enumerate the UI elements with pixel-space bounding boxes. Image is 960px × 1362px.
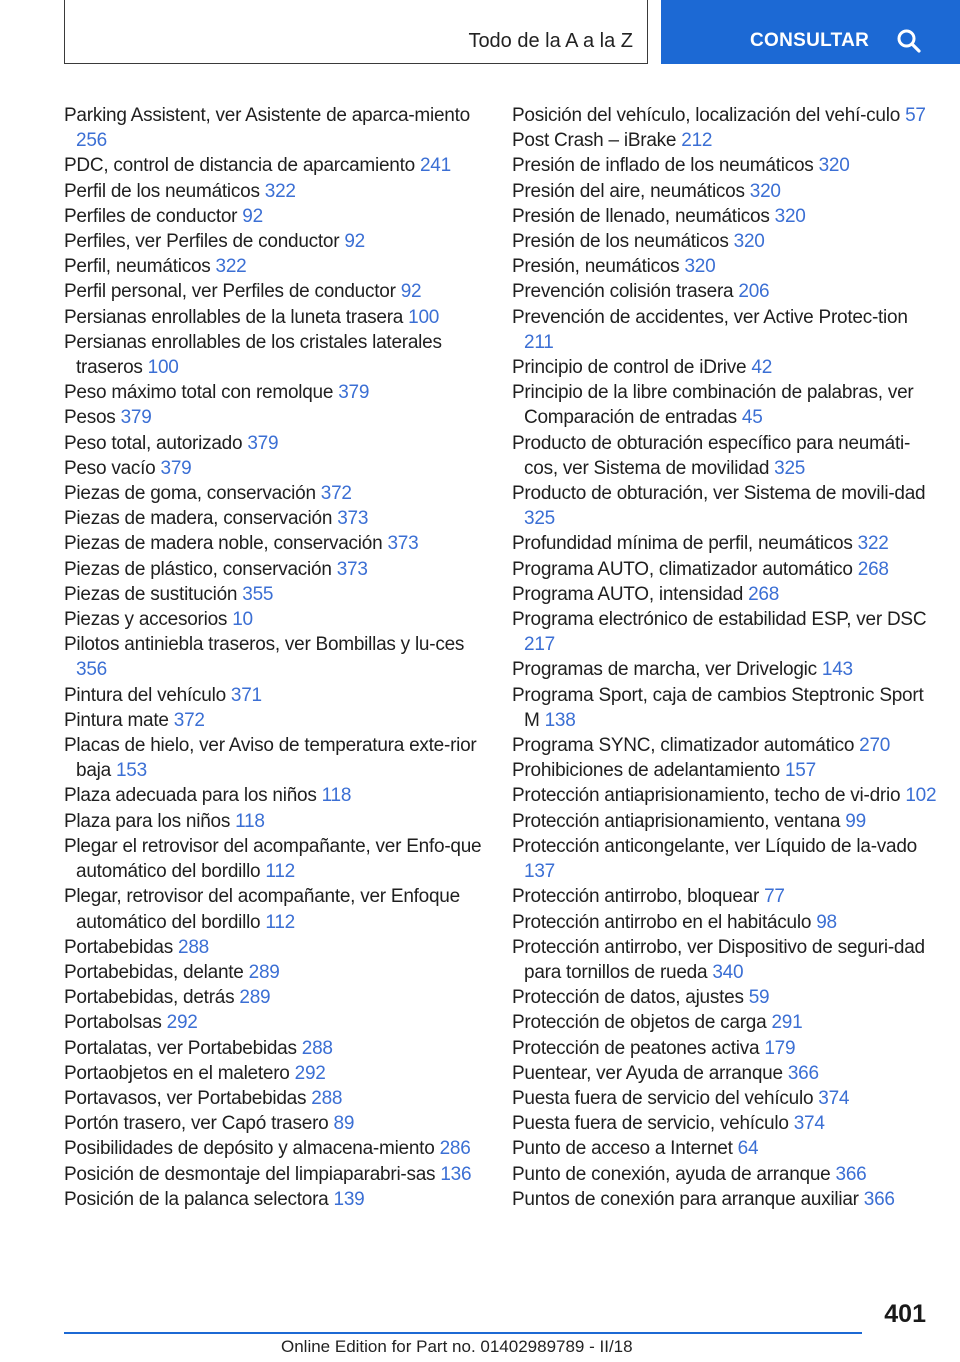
index-entry bbox=[64, 1111, 484, 1136]
index-entry bbox=[512, 1086, 942, 1111]
entry-page-link[interactable]: 288 bbox=[311, 1087, 343, 1109]
index-entry bbox=[512, 733, 942, 758]
index-entry bbox=[512, 254, 942, 279]
entry-page-link[interactable]: 372 bbox=[173, 709, 205, 731]
entry-page-link[interactable]: 292 bbox=[294, 1062, 326, 1084]
entry-page-link[interactable]: 57 bbox=[905, 105, 926, 126]
index-entry bbox=[64, 809, 484, 834]
index-entry bbox=[64, 179, 484, 204]
entry-page-link[interactable]: 320 bbox=[774, 205, 806, 227]
entry-term: Perfiles de conductor bbox=[64, 205, 238, 227]
entry-term: Producto de obturación específico para neumáti-cos, ver Sistema de movilidad bbox=[512, 432, 911, 479]
entry-page-link[interactable]: 10 bbox=[232, 609, 253, 631]
entry-term: Perfil de los neumáticos bbox=[64, 180, 260, 202]
entry-term: Piezas de sustitución bbox=[64, 583, 238, 605]
entry-page-link[interactable]: 320 bbox=[733, 231, 765, 253]
entry-term: Portavasos, ver Portabebidas bbox=[64, 1087, 307, 1109]
index-entry bbox=[64, 431, 484, 456]
edition-footer: Online Edition for Part no. 01402989789 - II/18 bbox=[281, 1337, 633, 1356]
index-entry bbox=[512, 153, 942, 178]
index-entry bbox=[512, 481, 942, 531]
entry-page-link[interactable]: 373 bbox=[336, 558, 368, 580]
index-entry bbox=[64, 733, 484, 783]
index-entry bbox=[64, 783, 484, 808]
entry-page-link[interactable]: 379 bbox=[338, 382, 370, 404]
index-entry bbox=[512, 128, 942, 153]
entry-term: Posición de desmontaje del limpiaparabri-sas bbox=[64, 1163, 436, 1185]
entry-page-link[interactable]: 355 bbox=[242, 583, 274, 605]
entry-page-link[interactable]: 136 bbox=[440, 1163, 472, 1185]
entry-term: Profundidad mínima de perfil, neumáticos bbox=[512, 533, 853, 555]
entry-page-link[interactable]: 241 bbox=[419, 155, 451, 177]
index-entry bbox=[512, 607, 942, 657]
entry-page-link[interactable]: 206 bbox=[738, 281, 770, 303]
entry-term: Protección antiaprisionamiento, techo de vi-drio bbox=[512, 785, 901, 807]
entry-page-link[interactable]: 45 bbox=[741, 407, 763, 429]
index-entry bbox=[512, 179, 942, 204]
entry-term: Peso total, autorizado bbox=[64, 432, 243, 454]
index-entry bbox=[512, 834, 942, 884]
entry-page-link[interactable]: 137 bbox=[524, 861, 555, 883]
entry-term: Presión de los neumáticos bbox=[512, 231, 729, 253]
index-entry bbox=[64, 380, 484, 405]
entry-page-link[interactable]: 379 bbox=[160, 457, 192, 479]
entry-term: PDC, control de distancia de aparcamiento bbox=[64, 155, 415, 177]
index-entry bbox=[64, 330, 484, 380]
entry-page-link[interactable]: 379 bbox=[120, 407, 152, 429]
index-entry bbox=[64, 1010, 484, 1035]
index-entry bbox=[512, 1111, 942, 1136]
entry-term: Programa AUTO, climatizador automático bbox=[512, 558, 853, 580]
entry-term: Presión del aire, neumáticos bbox=[512, 180, 745, 202]
entry-page-link[interactable]: 379 bbox=[247, 432, 279, 454]
index-entry bbox=[64, 305, 484, 330]
index-entry bbox=[64, 153, 484, 178]
entry-page-link[interactable]: 289 bbox=[248, 961, 280, 983]
entry-page-link[interactable]: 289 bbox=[239, 987, 271, 1009]
entry-term: Perfil, neumáticos bbox=[64, 256, 211, 278]
index-entry bbox=[64, 456, 484, 481]
entry-term: Puesta fuera de servicio del vehículo bbox=[512, 1087, 814, 1109]
entry-term: Plaza para los niños bbox=[64, 810, 231, 832]
entry-page-link[interactable]: 139 bbox=[333, 1188, 365, 1210]
entry-term: Piezas y accesorios bbox=[64, 609, 228, 631]
index-entry bbox=[64, 708, 484, 733]
index-entry bbox=[64, 834, 484, 884]
entry-term: Posición del vehículo, localización del vehí-culo bbox=[512, 105, 901, 126]
entry-term: Protección antirrobo, ver Dispositivo de seguri-dad para tornillos de rueda bbox=[512, 936, 925, 983]
entry-page-link[interactable]: 77 bbox=[764, 886, 785, 908]
entry-term: Portabebidas, delante bbox=[64, 961, 244, 983]
entry-page-link[interactable]: 98 bbox=[816, 911, 837, 933]
entry-term: Punto de acceso a Internet bbox=[512, 1138, 733, 1160]
index-entry bbox=[64, 683, 484, 708]
entry-term: Pilotos antiniebla traseros, ver Bombillas y lu-ces bbox=[64, 634, 465, 656]
index-entry bbox=[512, 1036, 942, 1061]
entry-term: Portalatas, ver Portabebidas bbox=[64, 1037, 297, 1059]
index-entry bbox=[64, 607, 484, 632]
index-entry bbox=[512, 582, 942, 607]
index-entry bbox=[512, 683, 942, 733]
entry-term: Portón trasero, ver Capó trasero bbox=[64, 1113, 329, 1135]
entry-term: Prohibiciones de adelantamiento bbox=[512, 760, 780, 782]
entry-page-link[interactable]: 59 bbox=[748, 987, 770, 1009]
entry-page-link[interactable]: 286 bbox=[439, 1138, 471, 1160]
entry-term: Piezas de madera noble, conservación bbox=[64, 533, 383, 555]
entry-term: Puesta fuera de servicio, vehículo bbox=[512, 1113, 789, 1135]
entry-term: Protección de objetos de carga bbox=[512, 1012, 767, 1034]
entry-term: Protección antirrobo en el habitáculo bbox=[512, 911, 812, 933]
entry-page-link[interactable]: 372 bbox=[320, 483, 352, 505]
entry-term: Plegar el retrovisor del acompañante, ver Enfo-que automático del bordillo bbox=[64, 835, 482, 883]
index-column-right bbox=[512, 103, 942, 1212]
consult-button-label: CONSULTAR bbox=[750, 30, 870, 51]
entry-term: Programa AUTO, intensidad bbox=[512, 583, 744, 605]
entry-term: Portabebidas, detrás bbox=[64, 987, 235, 1009]
entry-page-link[interactable]: 292 bbox=[166, 1012, 198, 1034]
entry-page-link[interactable]: 112 bbox=[265, 911, 295, 933]
entry-page-link[interactable]: 42 bbox=[751, 357, 773, 379]
entry-term: Portabolsas bbox=[64, 1012, 162, 1034]
entry-page-link[interactable]: 320 bbox=[818, 155, 850, 177]
entry-term: Portaobjetos en el maletero bbox=[64, 1062, 290, 1084]
entry-term: Posición de la palanca selectora bbox=[64, 1188, 329, 1210]
index-entry bbox=[64, 935, 484, 960]
entry-term: Peso máximo total con remolque bbox=[64, 382, 334, 404]
entry-term: Protección antirrobo, bloquear bbox=[512, 886, 760, 908]
index-entry bbox=[512, 557, 942, 582]
entry-term: Presión, neumáticos bbox=[512, 256, 680, 278]
entry-page-link[interactable]: 268 bbox=[857, 558, 889, 580]
page-number: 401 bbox=[884, 1300, 926, 1328]
entry-page-link[interactable]: 366 bbox=[863, 1188, 895, 1210]
entry-page-link[interactable]: 322 bbox=[264, 180, 296, 202]
entry-page-link[interactable]: 320 bbox=[749, 180, 781, 202]
entry-page-link[interactable]: 157 bbox=[784, 760, 816, 782]
index-entry bbox=[512, 103, 942, 128]
entry-term: Portabebidas bbox=[64, 936, 173, 958]
entry-term: Presión de llenado, neumáticos bbox=[512, 205, 770, 227]
index-entry bbox=[512, 657, 942, 682]
entry-page-link[interactable]: 366 bbox=[787, 1062, 819, 1084]
footer-divider bbox=[64, 1332, 862, 1334]
index-entry bbox=[64, 960, 484, 985]
entry-page-link[interactable]: 118 bbox=[235, 810, 265, 832]
entry-term: Prevención colisión trasera bbox=[512, 281, 734, 303]
entry-term: Programa Sport, caja de cambios Steptronic Sport M bbox=[512, 684, 924, 731]
entry-page-link[interactable]: 92 bbox=[242, 205, 263, 227]
entry-page-link[interactable]: 212 bbox=[681, 130, 713, 152]
index-entry bbox=[64, 405, 484, 430]
index-entry bbox=[64, 884, 484, 934]
index-entry bbox=[512, 431, 942, 481]
entry-page-link[interactable]: 217 bbox=[524, 634, 555, 656]
entry-page-link[interactable]: 340 bbox=[712, 961, 744, 983]
entry-term: Puentear, ver Ayuda de arranque bbox=[512, 1062, 783, 1084]
entry-term: Principio de la libre combinación de palabras, ver Comparación de entradas bbox=[512, 382, 914, 429]
entry-term: Presión de inflado de los neumáticos bbox=[512, 155, 814, 177]
index-entry bbox=[64, 1136, 484, 1161]
index-entry bbox=[512, 1010, 942, 1035]
index-entry bbox=[64, 557, 484, 582]
index-entry bbox=[512, 1136, 942, 1161]
index-entry bbox=[64, 506, 484, 531]
entry-page-link[interactable]: 153 bbox=[115, 760, 147, 782]
entry-term: Puntos de conexión para arranque auxiliar bbox=[512, 1188, 859, 1210]
index-entry bbox=[64, 531, 484, 556]
index-entry bbox=[512, 1187, 942, 1212]
entry-term: Plaza adecuada para los niños bbox=[64, 785, 317, 807]
index-entry bbox=[512, 305, 942, 355]
index-entry bbox=[64, 481, 484, 506]
index-entry bbox=[512, 1162, 942, 1187]
index-entry bbox=[64, 985, 484, 1010]
index-entry bbox=[512, 531, 942, 556]
entry-page-link[interactable]: 211 bbox=[524, 331, 554, 353]
entry-page-link[interactable]: 322 bbox=[857, 533, 889, 555]
entry-page-link[interactable]: 102 bbox=[905, 785, 937, 807]
entry-term: Pesos bbox=[64, 407, 116, 429]
entry-page-link[interactable]: 179 bbox=[764, 1037, 796, 1059]
index-entry bbox=[512, 204, 942, 229]
entry-term: Protección de datos, ajustes bbox=[512, 987, 744, 1009]
index-tab[interactable] bbox=[64, 0, 648, 64]
index-entry bbox=[64, 632, 484, 682]
index-entry bbox=[64, 1162, 484, 1187]
entry-page-link[interactable]: 118 bbox=[321, 785, 352, 807]
index-entry bbox=[64, 103, 484, 153]
entry-page-link[interactable]: 373 bbox=[387, 533, 419, 555]
consult-button[interactable] bbox=[661, 0, 960, 64]
index-column-left bbox=[64, 103, 484, 1212]
entry-term: Perfil personal, ver Perfiles de conductor bbox=[64, 281, 396, 303]
entry-term: Programa electrónico de estabilidad ESP, ver DSC bbox=[512, 609, 927, 631]
index-entry bbox=[512, 935, 942, 985]
index-entry bbox=[512, 910, 942, 935]
entry-term: Prevención de accidentes, ver Active Protec-tion bbox=[512, 306, 908, 328]
entry-page-link[interactable]: 320 bbox=[684, 256, 716, 278]
entry-page-link[interactable]: 356 bbox=[76, 659, 107, 681]
index-entry bbox=[512, 380, 942, 430]
entry-term: Peso vacío bbox=[64, 457, 156, 479]
entry-page-link[interactable]: 374 bbox=[818, 1087, 850, 1109]
index-entry bbox=[512, 809, 942, 834]
index-entry bbox=[512, 355, 942, 380]
entry-term: Punto de conexión, ayuda de arranque bbox=[512, 1163, 831, 1185]
entry-term: Programas de marcha, ver Drivelogic bbox=[512, 659, 817, 681]
entry-page-link[interactable]: 322 bbox=[215, 256, 247, 278]
index-entry bbox=[64, 229, 484, 254]
entry-page-link[interactable]: 100 bbox=[147, 357, 179, 379]
entry-page-link[interactable]: 99 bbox=[845, 810, 866, 832]
entry-page-link[interactable]: 270 bbox=[859, 735, 891, 757]
entry-term: Piezas de madera, conservación bbox=[64, 508, 333, 530]
index-entry bbox=[512, 1061, 942, 1086]
entry-term: Producto de obturación, ver Sistema de movili-dad bbox=[512, 483, 926, 505]
index-entry bbox=[64, 1036, 484, 1061]
index-entry bbox=[512, 985, 942, 1010]
index-tab-label: Todo de la A a la Z bbox=[468, 30, 633, 52]
index-entry bbox=[64, 1086, 484, 1111]
entry-term: Protección anticongelante, ver Líquido de la-vado bbox=[512, 835, 917, 857]
entry-page-link[interactable]: 373 bbox=[337, 508, 369, 530]
entry-page-link[interactable]: 291 bbox=[771, 1012, 803, 1034]
entry-page-link[interactable]: 366 bbox=[835, 1163, 867, 1185]
entry-page-link[interactable]: 374 bbox=[793, 1113, 825, 1135]
index-entry bbox=[512, 783, 942, 808]
entry-term: Programa SYNC, climatizador automático bbox=[512, 735, 855, 757]
entry-page-link[interactable]: 268 bbox=[748, 583, 780, 605]
entry-page-link[interactable]: 143 bbox=[821, 659, 853, 681]
entry-term: Pintura del vehículo bbox=[64, 684, 226, 706]
index-entry bbox=[512, 229, 942, 254]
entry-page-link[interactable]: 138 bbox=[544, 709, 576, 731]
index-entry bbox=[512, 279, 942, 304]
entry-page-link[interactable]: 256 bbox=[76, 130, 107, 152]
entry-page-link[interactable]: 89 bbox=[333, 1113, 355, 1135]
entry-page-link[interactable]: 288 bbox=[301, 1037, 333, 1059]
index-entry bbox=[64, 279, 484, 304]
entry-term: Post Crash – iBrake bbox=[512, 130, 677, 152]
index-entry bbox=[64, 1061, 484, 1086]
entry-page-link[interactable]: 112 bbox=[265, 861, 295, 883]
index-entry bbox=[64, 582, 484, 607]
entry-term: Protección antiaprisionamiento, ventana bbox=[512, 810, 841, 832]
entry-term: Protección de peatones activa bbox=[512, 1037, 760, 1059]
entry-term: Principio de control de iDrive bbox=[512, 357, 747, 379]
index-entry bbox=[512, 884, 942, 909]
entry-term: Piezas de goma, conservación bbox=[64, 483, 316, 505]
entry-page-link[interactable]: 288 bbox=[178, 936, 209, 958]
entry-page-link[interactable]: 92 bbox=[400, 281, 422, 303]
entry-term: Perfiles, ver Perfiles de conductor bbox=[64, 231, 340, 253]
entry-term: Persianas enrollables de la luneta trasera bbox=[64, 306, 404, 328]
index-entry bbox=[512, 758, 942, 783]
entry-page-link[interactable]: 371 bbox=[230, 684, 262, 706]
entry-term: Pintura mate bbox=[64, 709, 169, 731]
entry-term: Persianas enrollables de los cristales laterales traseros bbox=[64, 331, 442, 379]
entry-term: Posibilidades de depósito y almacena-miento bbox=[64, 1138, 435, 1160]
entry-page-link[interactable]: 100 bbox=[408, 306, 440, 328]
entry-page-link[interactable]: 325 bbox=[774, 457, 806, 479]
entry-term: Parking Assistent, ver Asistente de aparca-miento bbox=[64, 105, 470, 126]
entry-term: Plegar, retrovisor del acompañante, ver Enfoque automático del bordillo bbox=[64, 886, 460, 933]
search-icon bbox=[896, 28, 922, 54]
index-entry bbox=[64, 204, 484, 229]
index-entry bbox=[64, 1187, 484, 1212]
entry-term: Piezas de plástico, conservación bbox=[64, 558, 332, 580]
entry-term: Placas de hielo, ver Aviso de temperatura exte-rior baja bbox=[64, 735, 477, 782]
entry-page-link[interactable]: 64 bbox=[737, 1138, 759, 1160]
index-entry bbox=[64, 254, 484, 279]
entry-page-link[interactable]: 92 bbox=[344, 231, 365, 253]
entry-page-link[interactable]: 325 bbox=[524, 508, 555, 530]
